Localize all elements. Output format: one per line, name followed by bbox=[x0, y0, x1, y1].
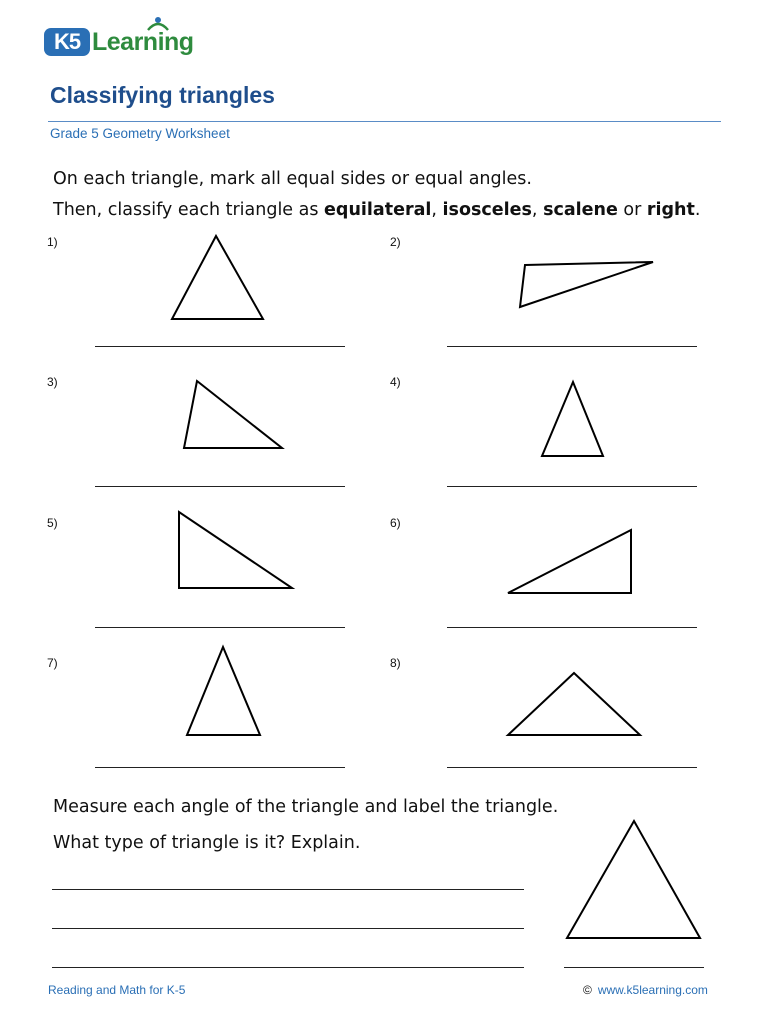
footer-tagline: Reading and Math for K-5 bbox=[48, 983, 186, 997]
triangle-4 bbox=[542, 382, 603, 456]
triangle-2 bbox=[520, 262, 653, 307]
copyright-symbol: © bbox=[583, 983, 592, 997]
answer-line-2[interactable] bbox=[447, 346, 697, 347]
problem-4-number: 4) bbox=[390, 375, 401, 389]
term-equilateral: equilateral bbox=[324, 200, 432, 220]
page-subtitle: Grade 5 Geometry Worksheet bbox=[50, 126, 230, 141]
answer-line-6[interactable] bbox=[447, 627, 697, 628]
problem-5-number: 5) bbox=[47, 516, 58, 530]
instruction-line-1: On each triangle, mark all equal sides or equal angles. bbox=[53, 169, 532, 189]
problem-8-number: 8) bbox=[390, 656, 401, 670]
triangle-7 bbox=[187, 647, 260, 735]
problem-3-number: 3) bbox=[47, 375, 58, 389]
instruction-end: . bbox=[694, 200, 701, 220]
triangle-6 bbox=[508, 530, 631, 593]
page-title: Classifying triangles bbox=[50, 82, 275, 108]
bonus-line-2: What type of triangle is it? Explain. bbox=[53, 833, 361, 853]
bonus-triangle bbox=[567, 821, 700, 938]
triangle-5 bbox=[179, 512, 292, 588]
footer-url[interactable]: www.k5learning.com bbox=[597, 983, 708, 997]
answer-line-3[interactable] bbox=[95, 486, 345, 487]
answer-line-7[interactable] bbox=[95, 767, 345, 768]
answer-line-1[interactable] bbox=[95, 346, 345, 347]
problem-7-number: 7) bbox=[47, 656, 58, 670]
answer-line-4[interactable] bbox=[447, 486, 697, 487]
triangle-8 bbox=[508, 673, 640, 735]
term-isosceles: isosceles bbox=[442, 200, 532, 220]
bonus-line-1: Measure each angle of the triangle and label the triangle. bbox=[53, 797, 559, 817]
answer-line-8[interactable] bbox=[447, 767, 697, 768]
problem-1-number: 1) bbox=[47, 235, 58, 249]
separator-2: , bbox=[531, 200, 544, 220]
logo-word: Learning bbox=[92, 28, 194, 56]
logo-box: K5 bbox=[44, 28, 90, 56]
triangle-3 bbox=[184, 381, 282, 448]
bonus-answer-line[interactable] bbox=[564, 967, 704, 968]
instruction-prefix: Then, classify each triangle as bbox=[53, 200, 325, 220]
problem-6-number: 6) bbox=[390, 516, 401, 530]
explain-line-3[interactable] bbox=[52, 967, 524, 968]
problem-2-number: 2) bbox=[390, 235, 401, 249]
term-scalene: scalene bbox=[543, 200, 618, 220]
explain-line-1[interactable] bbox=[52, 889, 524, 890]
term-right: right bbox=[646, 200, 695, 220]
explain-line-2[interactable] bbox=[52, 928, 524, 929]
triangle-1 bbox=[172, 236, 263, 319]
answer-line-5[interactable] bbox=[95, 627, 345, 628]
separator-3: or bbox=[617, 200, 647, 220]
separator-1: , bbox=[431, 200, 443, 220]
footer-website bbox=[583, 983, 708, 997]
